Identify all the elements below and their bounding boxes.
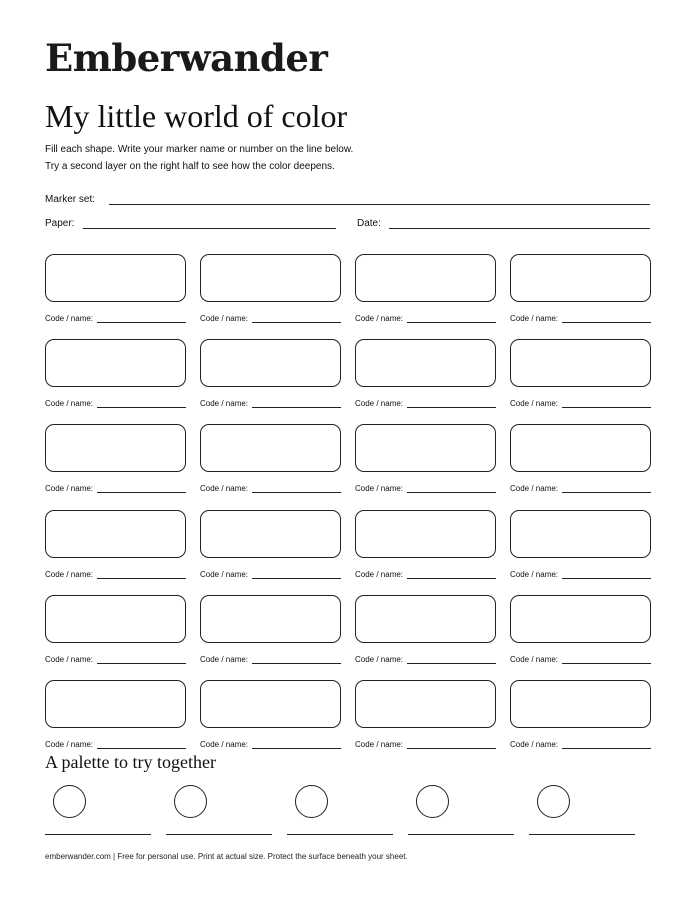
swatch-cell bbox=[200, 510, 341, 595]
code-name-label: Code / name: bbox=[200, 484, 249, 494]
palette-circle[interactable] bbox=[537, 785, 570, 818]
swatch-box[interactable] bbox=[45, 424, 186, 472]
swatch-box[interactable] bbox=[510, 339, 651, 387]
swatch-cell bbox=[45, 424, 186, 509]
code-row bbox=[355, 654, 496, 664]
code-name-label: Code / name: bbox=[200, 399, 249, 409]
code-name-line[interactable] bbox=[97, 663, 186, 664]
palette-item bbox=[408, 784, 514, 836]
code-name-line[interactable] bbox=[562, 407, 651, 408]
swatch-box[interactable] bbox=[45, 510, 186, 558]
swatch-box[interactable] bbox=[510, 424, 651, 472]
palette-name-line[interactable] bbox=[166, 834, 272, 835]
swatch-box[interactable] bbox=[355, 254, 496, 302]
palette-circle[interactable] bbox=[295, 785, 328, 818]
code-row bbox=[200, 483, 341, 493]
swatch-cell bbox=[355, 680, 496, 765]
code-name-label: Code / name: bbox=[45, 314, 94, 323]
swatch-cell bbox=[510, 680, 651, 765]
code-name-label: Code / name: bbox=[510, 484, 559, 494]
code-name-line[interactable] bbox=[252, 322, 341, 323]
palette-item bbox=[45, 784, 151, 836]
code-name-line[interactable] bbox=[407, 748, 496, 749]
code-row bbox=[510, 569, 651, 579]
swatch-box[interactable] bbox=[200, 595, 341, 643]
code-name-line[interactable] bbox=[407, 663, 496, 664]
palette-circle[interactable] bbox=[174, 785, 207, 818]
code-name-line[interactable] bbox=[562, 748, 651, 749]
code-name-label: Code / name: bbox=[45, 739, 94, 749]
marker-set-line[interactable] bbox=[109, 204, 650, 205]
code-name-line[interactable] bbox=[407, 578, 496, 579]
code-row bbox=[200, 313, 341, 323]
code-row bbox=[510, 398, 651, 408]
code-row bbox=[355, 398, 496, 408]
code-row bbox=[355, 569, 496, 579]
code-name-label: Code / name: bbox=[200, 739, 249, 749]
code-name-label: Code / name: bbox=[355, 569, 404, 579]
code-row bbox=[45, 654, 186, 664]
code-name-line[interactable] bbox=[252, 492, 341, 493]
date-label: Date: bbox=[357, 218, 381, 229]
code-name-label: Code / name: bbox=[355, 399, 404, 409]
palette-row bbox=[45, 784, 645, 839]
instruction-line-1: Fill each shape. Write your marker name or number on the line below. bbox=[45, 144, 354, 155]
code-name-line[interactable] bbox=[252, 578, 341, 579]
code-name-line[interactable] bbox=[562, 492, 651, 493]
code-name-line[interactable] bbox=[97, 407, 186, 408]
code-name-line[interactable] bbox=[97, 492, 186, 493]
code-row bbox=[200, 654, 341, 664]
swatch-box[interactable] bbox=[510, 680, 651, 728]
code-row bbox=[510, 483, 651, 493]
palette-circle[interactable] bbox=[53, 785, 86, 818]
code-name-label: Code / name: bbox=[510, 739, 559, 749]
palette-circle[interactable] bbox=[416, 785, 449, 818]
code-row bbox=[45, 569, 186, 579]
swatch-cell bbox=[200, 595, 341, 680]
code-name-label: Code / name: bbox=[355, 314, 404, 323]
code-name-line[interactable] bbox=[252, 663, 341, 664]
code-row bbox=[355, 483, 496, 493]
code-row bbox=[510, 654, 651, 664]
code-name-line[interactable] bbox=[97, 748, 186, 749]
swatch-box[interactable] bbox=[45, 254, 186, 302]
code-name-label: Code / name: bbox=[200, 654, 249, 664]
code-row bbox=[355, 739, 496, 749]
swatch-cell bbox=[510, 424, 651, 509]
code-name-label: Code / name: bbox=[510, 399, 559, 409]
code-row bbox=[45, 483, 186, 493]
code-name-label: Code / name: bbox=[200, 314, 249, 323]
marker-set-label: Marker set: bbox=[45, 194, 96, 205]
swatch-box[interactable] bbox=[355, 510, 496, 558]
code-row bbox=[510, 313, 651, 323]
swatch-box[interactable] bbox=[200, 424, 341, 472]
palette-name-line[interactable] bbox=[408, 834, 514, 835]
palette-item bbox=[529, 784, 635, 836]
palette-title: A palette to try together bbox=[45, 752, 216, 772]
code-name-line[interactable] bbox=[407, 322, 496, 323]
code-row bbox=[45, 739, 186, 749]
paper-label: Paper: bbox=[45, 218, 75, 229]
swatch-cell bbox=[510, 510, 651, 595]
paper-line[interactable] bbox=[83, 228, 336, 229]
swatch-cell bbox=[45, 595, 186, 680]
code-name-label: Code / name: bbox=[45, 399, 94, 409]
code-name-line[interactable] bbox=[252, 748, 341, 749]
swatch-cell bbox=[355, 424, 496, 509]
swatch-box[interactable] bbox=[355, 595, 496, 643]
code-row bbox=[355, 313, 496, 323]
palette-name-line[interactable] bbox=[45, 834, 151, 835]
swatch-cell bbox=[45, 254, 186, 339]
palette-item bbox=[287, 784, 393, 836]
code-name-line[interactable] bbox=[97, 322, 186, 323]
code-name-line[interactable] bbox=[562, 578, 651, 579]
palette-name-line[interactable] bbox=[287, 834, 393, 835]
swatch-box[interactable] bbox=[200, 254, 341, 302]
code-name-label: Code / name: bbox=[45, 484, 94, 494]
palette-name-line[interactable] bbox=[529, 834, 635, 835]
code-name-line[interactable] bbox=[407, 492, 496, 493]
swatch-cell bbox=[355, 510, 496, 595]
swatch-box[interactable] bbox=[45, 680, 186, 728]
code-row bbox=[510, 739, 651, 749]
code-name-label: Code / name: bbox=[355, 654, 404, 664]
swatch-cell bbox=[355, 254, 496, 339]
code-name-label: Code / name: bbox=[510, 569, 559, 579]
swatch-cell bbox=[45, 339, 186, 424]
swatch-box[interactable] bbox=[355, 424, 496, 472]
code-name-label: Code / name: bbox=[355, 484, 404, 494]
swatch-grid bbox=[45, 254, 650, 765]
code-row bbox=[200, 398, 341, 408]
code-row bbox=[45, 398, 186, 408]
swatch-box[interactable] bbox=[510, 595, 651, 643]
code-name-line[interactable] bbox=[252, 407, 341, 408]
swatch-cell bbox=[355, 595, 496, 680]
swatch-box[interactable] bbox=[45, 339, 186, 387]
swatch-cell bbox=[510, 254, 651, 339]
swatch-box[interactable] bbox=[200, 680, 341, 728]
code-name-line[interactable] bbox=[562, 663, 651, 664]
code-name-line[interactable] bbox=[562, 322, 651, 323]
swatch-cell bbox=[355, 339, 496, 424]
swatch-box[interactable] bbox=[510, 254, 651, 302]
swatch-box[interactable] bbox=[200, 510, 341, 558]
swatch-cell bbox=[45, 510, 186, 595]
code-name-label: Code / name: bbox=[355, 739, 404, 749]
swatch-cell bbox=[510, 339, 651, 424]
code-name-label: Code / name: bbox=[45, 654, 94, 664]
code-row bbox=[200, 569, 341, 579]
swatch-cell bbox=[200, 680, 341, 765]
footer-text: emberwander.com | Free for personal use. Print at actual size. Protect the surface beneath your sheet. bbox=[45, 852, 408, 861]
code-name-label: Code / name: bbox=[45, 569, 94, 579]
swatch-box[interactable] bbox=[355, 339, 496, 387]
swatch-box[interactable] bbox=[510, 510, 651, 558]
palette-item bbox=[166, 784, 272, 836]
swatch-box[interactable] bbox=[200, 339, 341, 387]
swatch-cell bbox=[200, 424, 341, 509]
code-name-label: Code / name: bbox=[510, 314, 559, 323]
swatch-box[interactable] bbox=[355, 680, 496, 728]
instruction-line-2: Try a second layer on the right half to see how the color deepens. bbox=[45, 161, 335, 172]
code-name-line[interactable] bbox=[407, 407, 496, 408]
swatch-cell bbox=[510, 595, 651, 680]
date-line[interactable] bbox=[389, 228, 650, 229]
swatch-box[interactable] bbox=[45, 595, 186, 643]
page-title: My little world of color bbox=[45, 98, 348, 134]
code-name-line[interactable] bbox=[97, 578, 186, 579]
swatch-cell bbox=[200, 339, 341, 424]
code-row bbox=[45, 313, 186, 323]
brand-logo: Emberwander bbox=[45, 36, 328, 80]
code-name-label: Code / name: bbox=[200, 569, 249, 579]
swatch-cell bbox=[200, 254, 341, 339]
code-row bbox=[200, 739, 341, 749]
code-name-label: Code / name: bbox=[510, 654, 559, 664]
